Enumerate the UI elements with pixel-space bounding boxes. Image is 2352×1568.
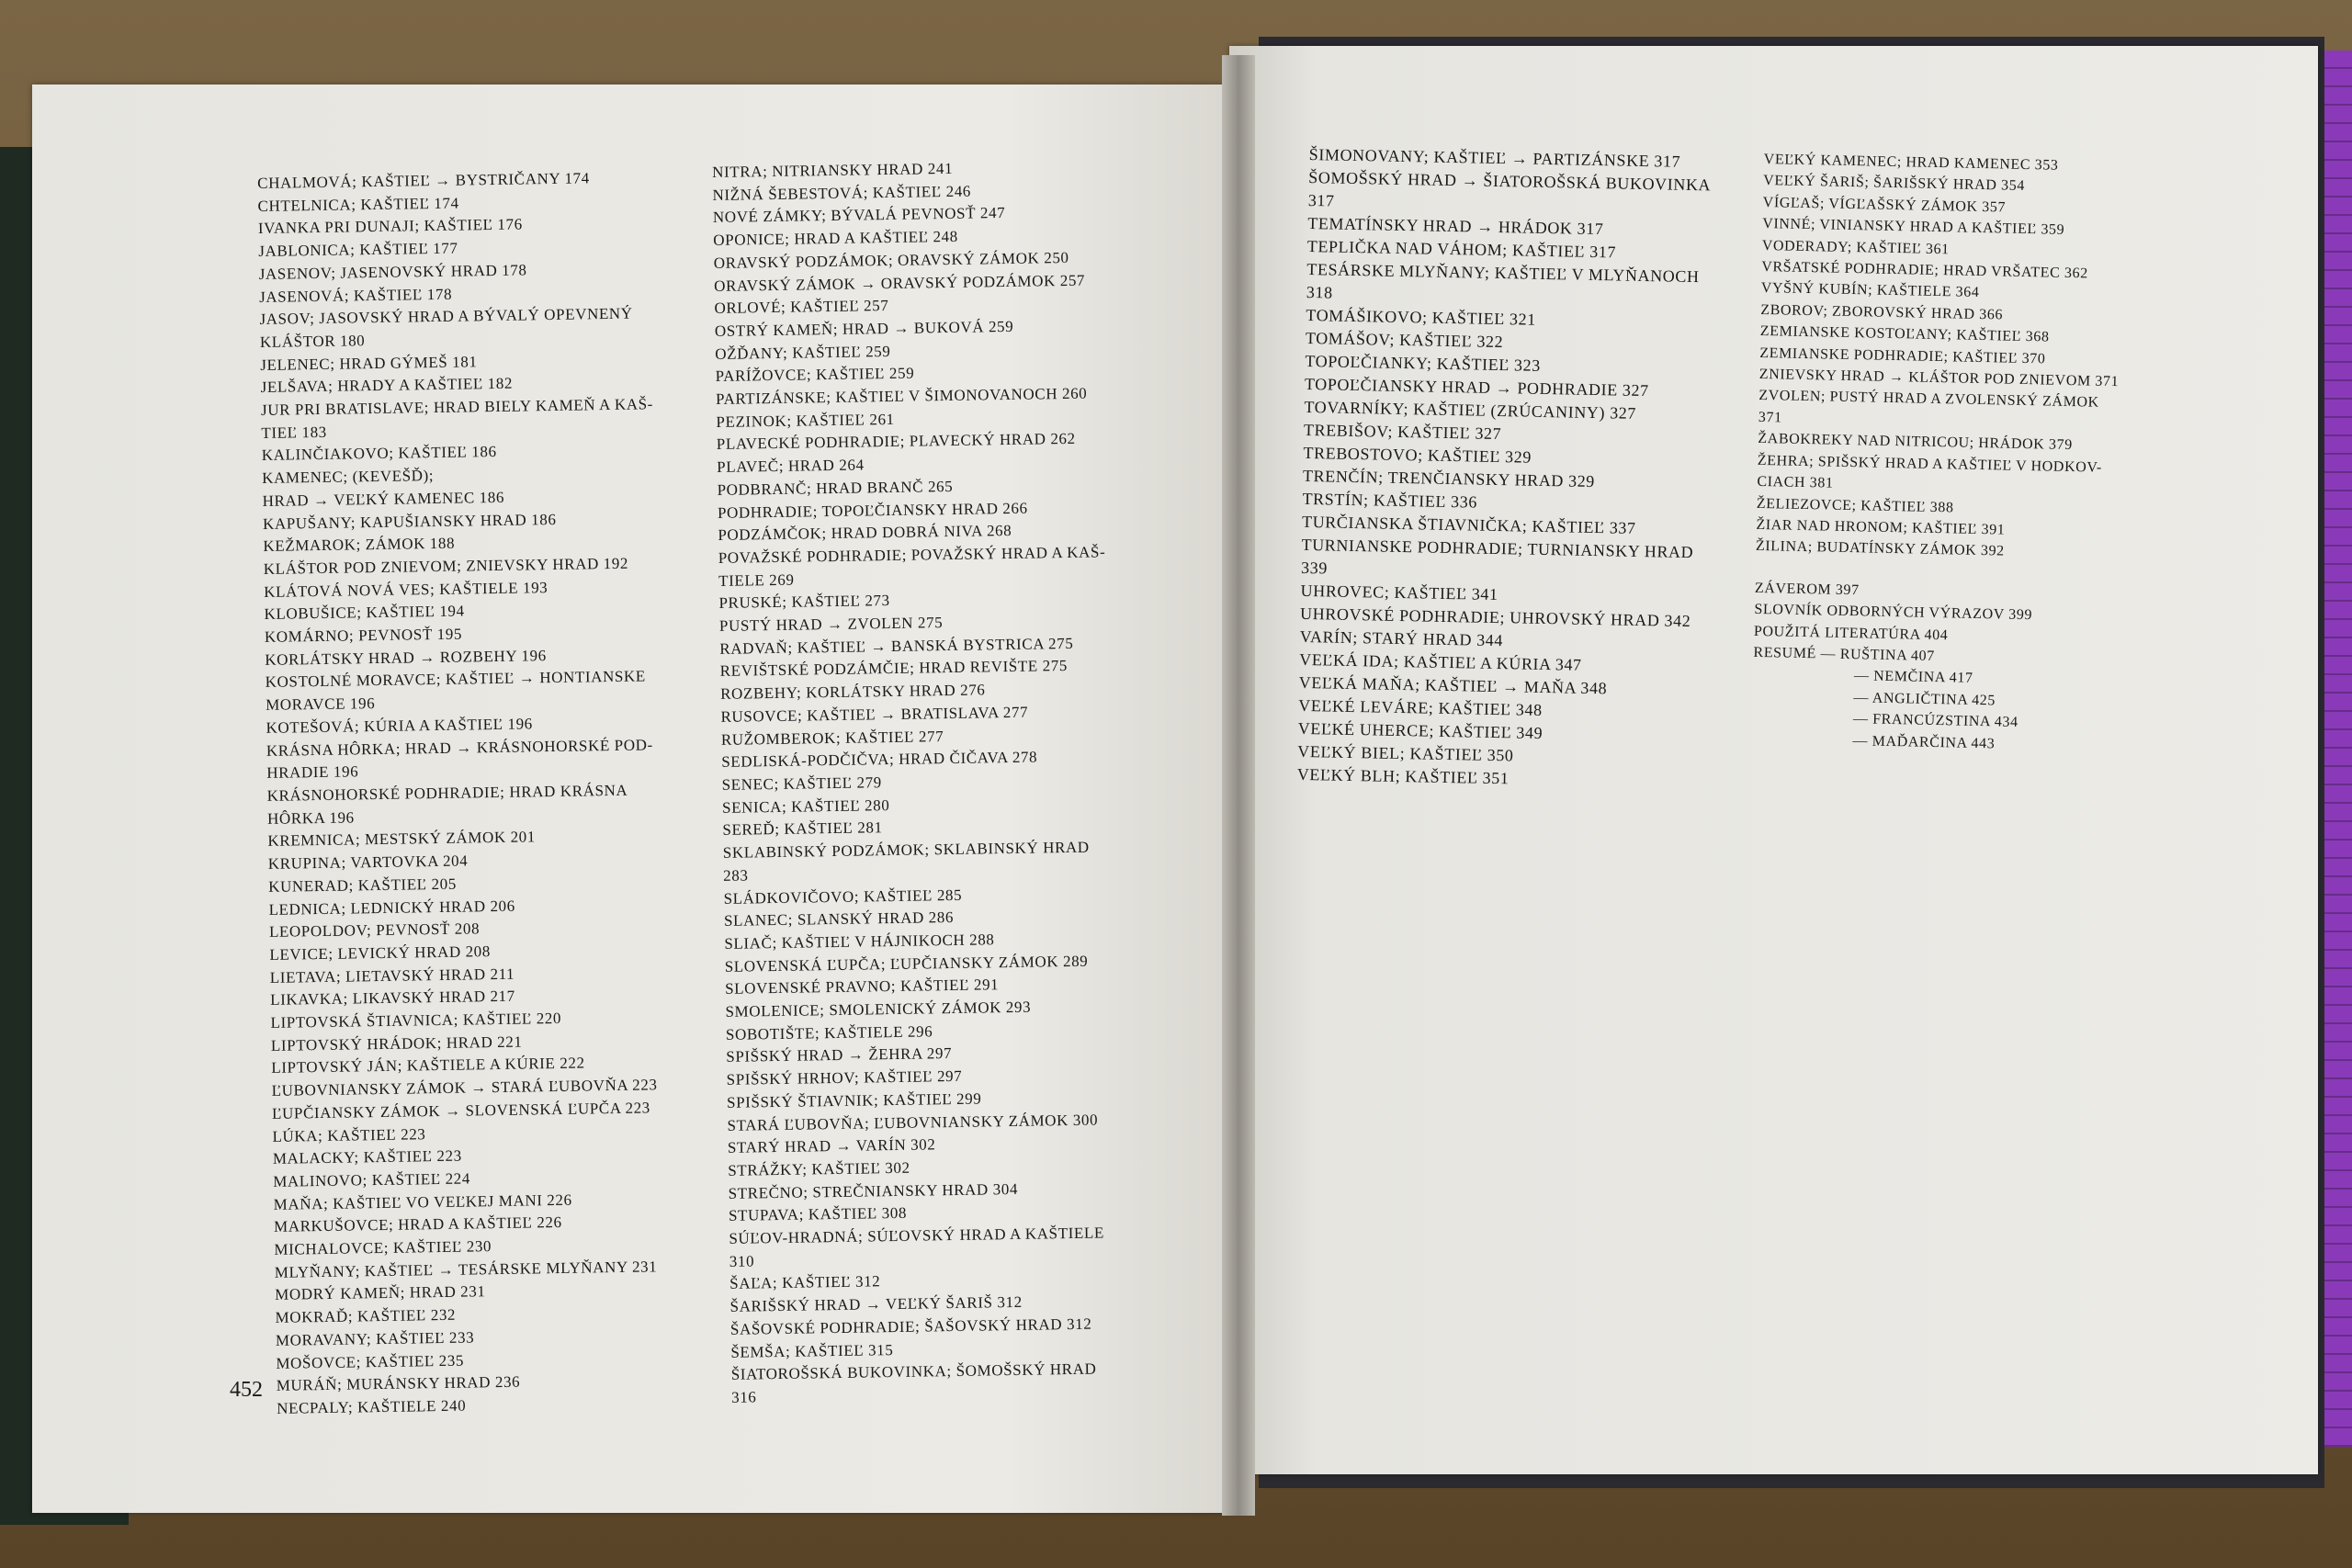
index-entry: SPIŠSKÝ HRHOV; KAŠTIEĽ 297 [726, 1066, 963, 1089]
index-entry: NOVÉ ZÁMKY; BÝVALÁ PEVNOSŤ 247 [712, 204, 1006, 227]
index-entry: VRŠATSKÉ PODHRADIE; HRAD VRŠATEC 362 [1761, 259, 2088, 282]
index-entry: STRÁŽKY; KAŠTIEĽ 302 [728, 1158, 910, 1179]
index-entry: KOSTOLNÉ MORAVCE; KAŠTIEĽ → HONTIANSKE [265, 667, 646, 692]
index-entry: TREBIŠOV; KAŠTIEĽ 327 [1303, 420, 1502, 444]
index-entry: STUPAVA; KAŠTIEĽ 308 [728, 1204, 908, 1225]
index-entry: LEDNICA; LEDNICKÝ HRAD 206 [268, 897, 515, 919]
index-entry: SKLABINSKÝ PODZÁMOK; SKLABINSKÝ HRAD [722, 838, 1090, 862]
index-entry: — MAĎARČINA 443 [1852, 732, 1996, 751]
index-entry: TIELE 269 [718, 570, 795, 590]
index-entry: STREČNO; STREČNIANSKY HRAD 304 [728, 1179, 1019, 1202]
index-entry: TRENČÍN; TRENČIANSKY HRAD 329 [1302, 466, 1596, 491]
index-entry: SÚĽOV-HRADNÁ; SÚĽOVSKÝ HRAD A KAŠTIELE [729, 1224, 1105, 1247]
index-entry: KOTEŠOVÁ; KÚRIA A KAŠTIEĽ 196 [266, 715, 533, 737]
index-entry: POUŽITÁ LITERATÚRA 404 [1753, 623, 1949, 643]
index-entry: KAMENEC; (KEVEŠĎ); [262, 467, 435, 488]
index-entry: VEĽKÝ BLH; KAŠTIEĽ 351 [1296, 764, 1510, 788]
index-entry: SMOLENICE; SMOLENICKÝ ZÁMOK 293 [725, 998, 1032, 1021]
index-entry: LEOPOLDOV; PEVNOSŤ 208 [268, 919, 481, 942]
index-entry: VYŠNÝ KUBÍN; KAŠTIELE 364 [1760, 280, 1980, 301]
index-column-4 [1751, 149, 2168, 758]
index-entry: VEĽKÉ LEVÁRE; KAŠTIEĽ 348 [1298, 695, 1543, 719]
index-entry: SLÁDKOVIČOVO; KAŠTIEĽ 285 [723, 886, 963, 908]
index-entry: KEŽMAROK; ZÁMOK 188 [263, 534, 456, 556]
index-entry: KLÁŠTOR 180 [259, 332, 366, 351]
index-entry: VÍGĽAŠ; VÍGĽAŠSKÝ ZÁMOK 357 [1762, 194, 2007, 216]
index-entry: HÔRKA 196 [266, 808, 355, 828]
index-entry: MOŠOVCE; KAŠTIEĽ 235 [276, 1351, 465, 1372]
index-entry: — FRANCÚZSTINA 434 [1852, 711, 2018, 731]
index-column-3 [1297, 143, 1759, 795]
index-entry: TOPOĽČIANKY; KAŠTIEĽ 323 [1305, 351, 1542, 375]
purple-book-edge [2320, 51, 2352, 1447]
index-entry: NIŽNÁ ŠEBESTOVÁ; KAŠTIEĽ 246 [712, 182, 972, 204]
index-entry: MARKUŠOVCE; HRAD A KAŠTIEĽ 226 [273, 1213, 562, 1236]
index-entry: TOPOĽČIANSKY HRAD → PODHRADIE 327 [1304, 374, 1649, 400]
index-entry: ORAVSKÝ PODZÁMOK; ORAVSKÝ ZÁMOK 250 [713, 248, 1069, 272]
index-entry: PLAVEČ; HRAD 264 [717, 456, 865, 477]
index-entry: SLOVNÍK ODBORNÝCH VÝRAZOV 399 [1754, 602, 2033, 624]
index-entry: TESÁRSKE MLYŇANY; KAŠTIEĽ V MLYŇANOCH [1306, 259, 1700, 287]
index-entry: 317 [1307, 190, 1335, 210]
index-entry: SPIŠSKÝ ŠTIAVNIK; KAŠTIEĽ 299 [726, 1089, 982, 1111]
index-entry: SLOVENSKÉ PRAVNO; KAŠTIEĽ 291 [725, 976, 1000, 998]
index-entry: SLIAČ; KAŠTIEĽ V HÁJNIKOCH 288 [724, 931, 995, 953]
index-entry: TEMATÍNSKY HRAD → HRÁDOK 317 [1307, 213, 1604, 239]
index-entry: TEPLIČKA NAD VÁHOM; KAŠTIEĽ 317 [1306, 236, 1617, 262]
index-entry: ŽILINA; BUDATÍNSKY ZÁMOK 392 [1755, 538, 2005, 559]
index-entry: ZEMIANSKE PODHRADIE; KAŠTIEĽ 370 [1759, 344, 2046, 367]
index-entry: KRÁSNA HÔRKA; HRAD → KRÁSNOHORSKÉ POD- [266, 735, 653, 760]
index-entry: JABLONICA; KAŠTIEĽ 177 [258, 239, 458, 261]
index-entry: VEĽKÝ BIEL; KAŠTIEĽ 350 [1297, 741, 1514, 765]
index-entry: LIPTOVSKÝ JÁN; KAŠTIELE A KÚRIE 222 [271, 1054, 585, 1077]
index-entry: RUŽOMBEROK; KAŠTIEĽ 277 [720, 727, 944, 749]
index-entry: OPONICE; HRAD A KAŠTIEĽ 248 [713, 227, 958, 250]
index-entry: TOVARNÍKY; KAŠTIEĽ (ZRÚCANINY) 327 [1304, 397, 1637, 423]
index-entry: ŽIAR NAD HRONOM; KAŠTIEĽ 391 [1756, 516, 2006, 538]
index-entry: MOKRAĎ; KAŠTIEĽ 232 [275, 1305, 457, 1327]
index-entry: PARTIZÁNSKE; KAŠTIEĽ V ŠIMONOVANOCH 260 [715, 384, 1088, 408]
index-entry: ZBOROV; ZBOROVSKÝ HRAD 366 [1760, 301, 2004, 323]
appendix-list [1753, 578, 2159, 672]
index-entry: ORAVSKÝ ZÁMOK → ORAVSKÝ PODZÁMOK 257 [713, 271, 1086, 295]
index-entry: REVIŠTSKÉ PODZÁMČIE; HRAD REVIŠTE 275 [719, 657, 1069, 681]
index-entry: TURČIANSKA ŠTIAVNIČKA; KAŠTIEĽ 337 [1301, 512, 1636, 537]
index-entry: ZVOLEN; PUSTÝ HRAD A ZVOLENSKÝ ZÁMOK [1758, 388, 2099, 412]
index-entry: PODZÁMČOK; HRAD DOBRÁ NIVA 268 [718, 522, 1012, 545]
index-entry: ŠIATOROŠSKÁ BUKOVINKA; ŠOMOŠSKÝ HRAD [730, 1359, 1097, 1384]
index-entry: MALINOVO; KAŠTIEĽ 224 [273, 1169, 471, 1190]
index-entry: ŽABOKREKY NAD NITRICOU; HRÁDOK 379 [1758, 431, 2073, 454]
index-entry: LEVICE; LEVICKÝ HRAD 208 [269, 942, 492, 964]
index-entry: SLANEC; SLANSKÝ HRAD 286 [723, 908, 955, 931]
index-entry: VEĽKÁ MAŇA; KAŠTIEĽ → MAŇA 348 [1298, 672, 1608, 698]
index-entry: SEDLISKÁ-PODČIČVA; HRAD ČIČAVA 278 [721, 748, 1038, 772]
index-entry: ZEMIANSKE KOSTOĽANY; KAŠTIEĽ 368 [1759, 323, 2050, 345]
index-entry: 310 [729, 1252, 755, 1270]
index-entry: KUNERAD; KAŠTIEĽ 205 [268, 874, 457, 896]
index-entry: OSTRÝ KAMEŇ; HRAD → BUKOVÁ 259 [714, 317, 1014, 340]
index-entry: JASENOV; JASENOVSKÝ HRAD 178 [258, 261, 527, 283]
index-entry: TIEĽ 183 [261, 423, 327, 442]
index-entry: ŠARIŠSKÝ HRAD → VEĽKÝ ŠARIŠ 312 [729, 1293, 1023, 1316]
index-entry: ĽUBOVNIANSKY ZÁMOK → STARÁ ĽUBOVŇA 223 [271, 1076, 658, 1100]
index-entry: 371 [1758, 409, 1782, 426]
index-entry: ZÁVEROM 397 [1754, 580, 1860, 598]
index-entry: KOMÁRNO; PEVNOSŤ 195 [264, 625, 463, 646]
index-entry: SLOVENSKÁ ĽUPČA; ĽUPČIANSKY ZÁMOK 289 [724, 952, 1089, 976]
index-entry: ŠEMŠA; KAŠTIEĽ 315 [730, 1340, 894, 1361]
index-entry: KLOBUŠICE; KAŠTIEĽ 194 [264, 602, 465, 624]
index-entry: KALINČIAKOVO; KAŠTIEĽ 186 [261, 443, 497, 465]
index-entry: MORAVCE 196 [265, 694, 376, 715]
index-entry: SPIŠSKÝ HRAD → ŽEHRA 297 [726, 1044, 953, 1066]
index-column-1 [257, 165, 736, 1420]
index-entry: KAPUŠANY; KAPUŠIANSKY HRAD 186 [262, 510, 557, 533]
index-entry: HRAD → VEĽKÝ KAMENEC 186 [262, 488, 505, 510]
index-entry: IVANKA PRI DUNAJI; KAŠTIEĽ 176 [257, 215, 523, 238]
index-entry: MODRÝ KAMEŇ; HRAD 231 [275, 1282, 486, 1304]
index-entry: VEĽKÝ KAMENEC; HRAD KAMENEC 353 [1763, 151, 2059, 174]
index-entry: HRADIE 196 [266, 762, 359, 783]
index-entry: MALACKY; KAŠTIEĽ 223 [272, 1146, 462, 1168]
index-entry: ŽEHRA; SPIŠSKÝ HRAD A KAŠTIEĽ V HODKOV- [1757, 452, 2103, 476]
index-entry: SEREĎ; KAŠTIEĽ 281 [722, 818, 883, 840]
index-entry: 283 [723, 866, 749, 885]
index-entry: CHALMOVÁ; KAŠTIEĽ → BYSTRIČANY 174 [257, 169, 590, 192]
index-entry: PODBRANČ; HRAD BRANČ 265 [717, 477, 954, 499]
index-entry: TRSTÍN; KAŠTIEĽ 336 [1302, 489, 1478, 512]
index-entry: KRÁSNOHORSKÉ PODHRADIE; HRAD KRÁSNA [266, 781, 628, 805]
resume-language-list [1751, 663, 2157, 758]
index-column-2 [712, 154, 1191, 1409]
index-entry: ĽUPČIANSKY ZÁMOK → SLOVENSKÁ ĽUPČA 223 [271, 1099, 650, 1122]
index-entry: 318 [1306, 282, 1333, 302]
index-entry: PLAVECKÉ PODHRADIE; PLAVECKÝ HRAD 262 [716, 430, 1076, 454]
index-entry: VEĽKÉ UHERCE; KAŠTIEĽ 349 [1297, 718, 1544, 742]
index-entry: CHTELNICA; KAŠTIEĽ 174 [257, 194, 459, 215]
index-entry: LIETAVA; LIETAVSKÝ HRAD 211 [269, 964, 515, 987]
index-entry: ŠOMOŠSKÝ HRAD → ŠIATOROŠSKÁ BUKOVINKA [1308, 167, 1712, 195]
index-entry: JASENOVÁ; KAŠTIEĽ 178 [258, 285, 453, 306]
index-entry: LIPTOVSKÁ ŠTIAVNICA; KAŠTIEĽ 220 [270, 1009, 562, 1032]
index-entry: RUSOVCE; KAŠTIEĽ → BRATISLAVA 277 [720, 703, 1029, 726]
index-entry: ZNIEVSKY HRAD → KLÁŠTOR POD ZNIEVOM 371 [1758, 367, 2120, 390]
index-entry: SOBOTIŠTE; KAŠTIELE 296 [725, 1022, 933, 1043]
index-entry: 316 [730, 1388, 757, 1406]
index-entry: KORLÁTSKY HRAD → ROZBEHY 196 [265, 646, 547, 669]
index-entry: KREMNICA; MESTSKÝ ZÁMOK 201 [267, 828, 537, 851]
page-number: 452 [230, 1378, 263, 1402]
index-entry: VEĽKÝ ŠARIŠ; ŠARIŠSKÝ HRAD 354 [1763, 173, 2026, 195]
index-entry: CIACH 381 [1757, 474, 1834, 491]
index-entry: STARÁ ĽUBOVŇA; ĽUBOVNIANSKY ZÁMOK 300 [727, 1111, 1099, 1134]
index-entry: UHROVEC; KAŠTIEĽ 341 [1300, 581, 1498, 604]
index-entry: TOMÁŠIKOVO; KAŠTIEĽ 321 [1306, 305, 1537, 329]
index-entry: MICHALOVCE; KAŠTIEĽ 230 [274, 1237, 492, 1258]
index-entry: OŽĎANY; KAŠTIEĽ 259 [715, 342, 891, 363]
index-entry: KLÁŠTOR POD ZNIEVOM; ZNIEVSKY HRAD 192 [263, 554, 629, 578]
index-entry: ŽELIEZOVCE; KAŠTIEĽ 388 [1756, 495, 1954, 515]
index-entry: UHROVSKÉ PODHRADIE; UHROVSKÝ HRAD 342 [1299, 604, 1691, 631]
index-entry: PUSTÝ HRAD → ZVOLEN 275 [718, 614, 944, 635]
index-entry: MURÁŇ; MURÁNSKY HRAD 236 [276, 1372, 521, 1395]
index-entry: LIKAVKA; LIKAVSKÝ HRAD 217 [270, 987, 515, 1010]
index-entry: ROZBEHY; KORLÁTSKY HRAD 276 [719, 681, 986, 704]
index-entry: ŠAŠOVSKÉ PODHRADIE; ŠAŠOVSKÝ HRAD 312 [729, 1314, 1092, 1338]
index-entry: JELENEC; HRAD GÝMEŠ 181 [260, 352, 478, 374]
index-entry: ORLOVÉ; KAŠTIEĽ 257 [714, 297, 889, 318]
index-entry: LÚKA; KAŠTIEĽ 223 [272, 1124, 426, 1145]
index-entry: JELŠAVA; HRADY A KAŠTIEĽ 182 [260, 374, 514, 397]
index-entry: RESUMÉ — RUŠTINA 407 [1753, 644, 1936, 664]
index-entry: KRUPINA; VARTOVKA 204 [267, 852, 469, 873]
index-entry: MORAVANY; KAŠTIEĽ 233 [275, 1328, 475, 1349]
index-entry: — NEMČINA 417 [1853, 668, 1973, 687]
index-entry: SENEC; KAŠTIEĽ 279 [721, 773, 882, 794]
index-entry: TURNIANSKE PODHRADIE; TURNIANSKY HRAD [1301, 535, 1694, 562]
index-entry: MAŇA; KAŠTIEĽ VO VEĽKEJ MANI 226 [273, 1190, 572, 1213]
index-entry: KLÁTOVÁ NOVÁ VES; KAŠTIELE 193 [264, 578, 548, 601]
index-entry: STARÝ HRAD → VARÍN 302 [727, 1135, 936, 1157]
index-entry: VARÍN; STARÝ HRAD 344 [1299, 626, 1504, 650]
index-entry: TOMÁŠOV; KAŠTIEĽ 322 [1305, 328, 1504, 352]
index-entry: VEĽKÁ IDA; KAŠTIEĽ A KÚRIA 347 [1299, 649, 1582, 674]
index-entry: NECPALY; KAŠTIELE 240 [276, 1396, 467, 1417]
index-entry: LIPTOVSKÝ HRÁDOK; HRAD 221 [270, 1032, 523, 1055]
index-entry: JASOV; JASOVSKÝ HRAD A BÝVALÝ OPEVNENÝ [259, 304, 633, 329]
index-entry: PARÍŽOVCE; KAŠTIEĽ 259 [715, 364, 915, 386]
index-entry: VODERADY; KAŠTIEĽ 361 [1761, 237, 1950, 257]
index-entry: NITRA; NITRIANSKY HRAD 241 [712, 159, 954, 181]
index-entry: ŠAĽA; KAŠTIEĽ 312 [729, 1272, 881, 1293]
index-entry: VINNÉ; VINIANSKY HRAD A KAŠTIEĽ 359 [1762, 216, 2065, 239]
index-entry: RADVAŇ; KAŠTIEĽ → BANSKÁ BYSTRICA 275 [719, 634, 1074, 658]
index-entry: — ANGLIČTINA 425 [1853, 689, 1996, 709]
index-entry: POVAŽSKÉ PODHRADIE; POVAŽSKÝ HRAD A KAŠ- [718, 543, 1106, 567]
index-entry: TREBOSTOVO; KAŠTIEĽ 329 [1303, 443, 1532, 467]
book-gutter [1222, 55, 1255, 1516]
index-entry: MLYŇANY; KAŠTIEĽ → TESÁRSKE MLYŇANY 231 [274, 1258, 658, 1281]
index-entry: PODHRADIE; TOPOĽČIANSKY HRAD 266 [717, 499, 1028, 522]
index-entry: JUR PRI BRATISLAVE; HRAD BIELY KAMEŇ A KAŠ- [260, 395, 654, 419]
index-entry: 339 [1300, 558, 1329, 578]
index-entry: PRUSKÉ; KAŠTIEĽ 273 [718, 592, 890, 613]
index-entry: SENICA; KAŠTIEĽ 280 [721, 795, 890, 817]
index-entry: ŠIMONOVANY; KAŠTIEĽ → PARTIZÁNSKE 317 [1308, 144, 1681, 171]
index-entry: PEZINOK; KAŠTIEĽ 261 [716, 410, 895, 431]
